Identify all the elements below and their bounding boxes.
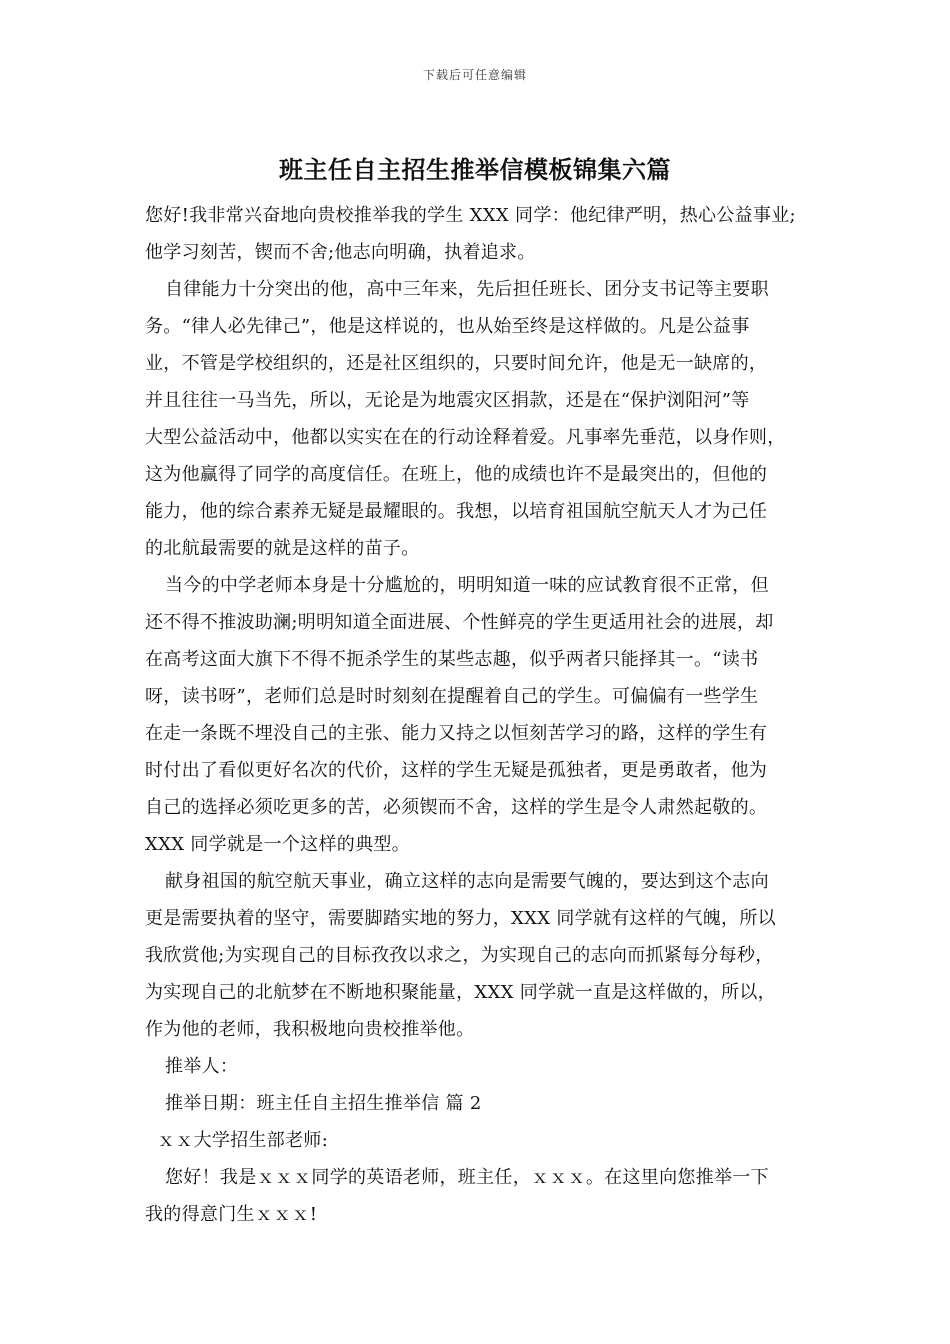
- document-title: 班主任自主招生推举信模板锦集六篇: [279, 156, 671, 184]
- body-line: 并且往往一马当先，所以，无论是为地震灾区捐款，还是在“保护浏阳河”等: [145, 390, 750, 411]
- body-line: 您好！我是ｘｘｘ同学的英语老师，班主任，ｘｘｘ。在这里向您推举一下: [165, 1167, 769, 1188]
- body-line: 务。“律人必先律己”，他是这样说的，也从始至终是这样做的。凡是公益事: [145, 316, 750, 337]
- body-line: 在高考这面大旗下不得不扼杀学生的某些志趣，似乎两者只能择其一。“读书: [145, 649, 759, 670]
- body-line: 作为他的老师，我积极地向贵校推举他。: [145, 1019, 475, 1040]
- body-line: 他学习刻苦，锲而不舍;他志向明确，执着追求。: [145, 242, 536, 263]
- salutation-line: ｘｘ大学招生部老师:: [157, 1130, 329, 1151]
- body-line: 自己的选择必须吃更多的苦，必须锲而不舍，这样的学生是令人肃然起敬的。: [145, 797, 768, 818]
- body-line: 献身祖国的航空航天事业，确立这样的志向是需要气魄的，要达到这个志向: [165, 871, 769, 892]
- body-line: 当今的中学老师本身是十分尴尬的，明明知道一味的应试教育很不正常，但: [165, 575, 769, 596]
- body-line: 为实现自己的北航梦在不断地积聚能量，XXX 同学就一直是这样做的，所以，: [145, 982, 776, 1003]
- body-line: 还不得不推波助澜;明明知道全面进展、个性鲜亮的学生更适用社会的进展，却: [145, 612, 774, 633]
- body-line: 能力，他的综合素养无疑是最耀眼的。我想，以培育祖国航空航天人才为己任: [145, 501, 768, 522]
- body-line: 大型公益活动中，他都以实实在在的行动诠释着爱。凡事率先垂范，以身作则，: [145, 427, 786, 448]
- recommender-label: 推举人：: [165, 1056, 239, 1077]
- body-line: 在走一条既不埋没自己的主张、能力又持之以恒刻苦学习的路，这样的学生有: [145, 723, 768, 744]
- body-line: 时付出了看似更好名次的代价，这样的学生无疑是孤独者，更是勇敢者，他为: [145, 760, 768, 781]
- body-line: 业，不管是学校组织的，还是社区组织的，只要时间允许，他是无一缺席的，: [145, 353, 768, 374]
- page-header-note: 下载后可任意编辑: [422, 68, 527, 82]
- body-line: 我欣赏他;为实现自己的目标孜孜以求之，为实现自己的志向而抓紧每分每秒，: [145, 945, 774, 966]
- body-line: 呀，读书呀”，老师们总是时时刻刻在提醒着自己的学生。可偏偏有一些学生: [145, 686, 759, 707]
- body-line: 这为他赢得了同学的高度信任。在班上，他的成绩也许不是最突出的，但他的: [145, 464, 768, 485]
- body-line: 更是需要执着的坚守，需要脚踏实地的努力，XXX 同学就有这样的气魄，所以: [145, 908, 776, 929]
- body-line: 的北航最需要的就是这样的苗子。: [145, 538, 420, 559]
- body-line: 自律能力十分突出的他，高中三年来，先后担任班长、团分支书记等主要职: [165, 279, 769, 300]
- body-line: 我的得意门生ｘｘｘ!: [145, 1204, 318, 1225]
- recommendation-date-line: 推举日期：班主任自主招生推举信 篇 2: [165, 1093, 482, 1114]
- document-body: [145, 197, 825, 1233]
- body-line: XXX 同学就是一个这样的典型。: [145, 834, 410, 855]
- body-line: 您好!我非常兴奋地向贵校推举我的学生 XXX 同学：他纪律严明，热心公益事业;: [145, 205, 796, 226]
